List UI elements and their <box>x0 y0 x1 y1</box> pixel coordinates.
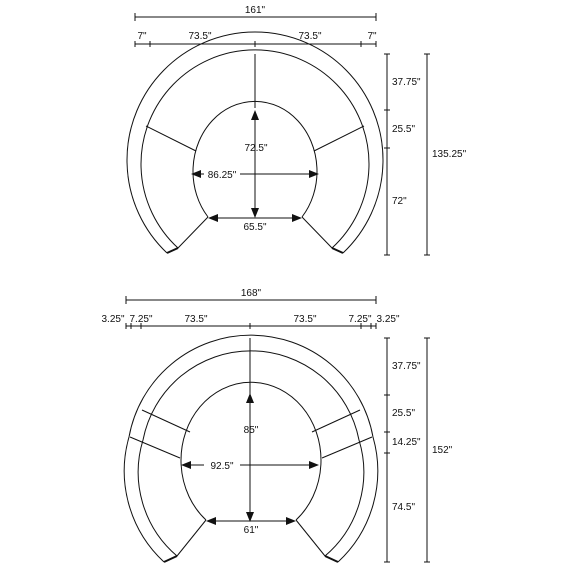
inner-depth-dim-2 <box>244 393 259 522</box>
right-bottom-label-1: 72" <box>392 196 407 207</box>
seg-left-label-1: 73.5" <box>188 31 212 42</box>
seg-left-end-label-1: 7" <box>137 31 147 42</box>
right-dims-2 <box>384 338 453 562</box>
seg-right-label-1: 73.5" <box>298 31 322 42</box>
seg-a-label-2: 3.25" <box>101 314 125 325</box>
diagram-2 <box>101 288 452 562</box>
opening-label-1: 65.5" <box>243 222 267 233</box>
inner-depth-label-1: 72.5" <box>244 143 268 154</box>
overall-depth-label-2: 152" <box>432 445 453 456</box>
opening-dim-2 <box>206 517 296 536</box>
segment-widths-dim-2 <box>101 314 399 329</box>
overall-depth-label-1: 135.25" <box>432 149 467 160</box>
inner-depth-label-2: 85" <box>243 425 259 436</box>
overall-width-label-2: 168" <box>240 288 262 299</box>
seg-right-end-label-1: 7" <box>367 31 377 42</box>
diagram-1 <box>127 5 467 255</box>
right-mid-label-1: 25.5" <box>392 124 416 135</box>
overall-width-dim-2 <box>126 288 376 304</box>
seg-e-label-2: 7.25" <box>348 314 372 325</box>
seg-b-label-2: 7.25" <box>129 314 153 325</box>
opening-label-2: 61" <box>243 525 259 536</box>
seg-d-label-2: 73.5" <box>293 314 317 325</box>
right-mid-label-2: 25.5" <box>392 408 416 419</box>
right-dims-1 <box>384 54 467 255</box>
right-top-label-2: 37.75" <box>392 361 421 372</box>
inner-depth-dim-1 <box>244 110 267 218</box>
overall-width-label-1: 161" <box>244 5 266 16</box>
seg-f-label-2: 3.25" <box>376 314 400 325</box>
inner-width-label-2: 92.5" <box>210 461 234 472</box>
overall-width-dim-1 <box>135 5 376 21</box>
inner-width-label-1: 86.25" <box>207 170 237 181</box>
segment-widths-dim-1 <box>135 31 377 47</box>
right-bottom-label-2: 74.5" <box>392 502 416 513</box>
right-top-label-1: 37.75" <box>392 77 421 88</box>
seg-c-label-2: 73.5" <box>184 314 208 325</box>
right-mid2-label-2: 14.25" <box>392 437 421 448</box>
